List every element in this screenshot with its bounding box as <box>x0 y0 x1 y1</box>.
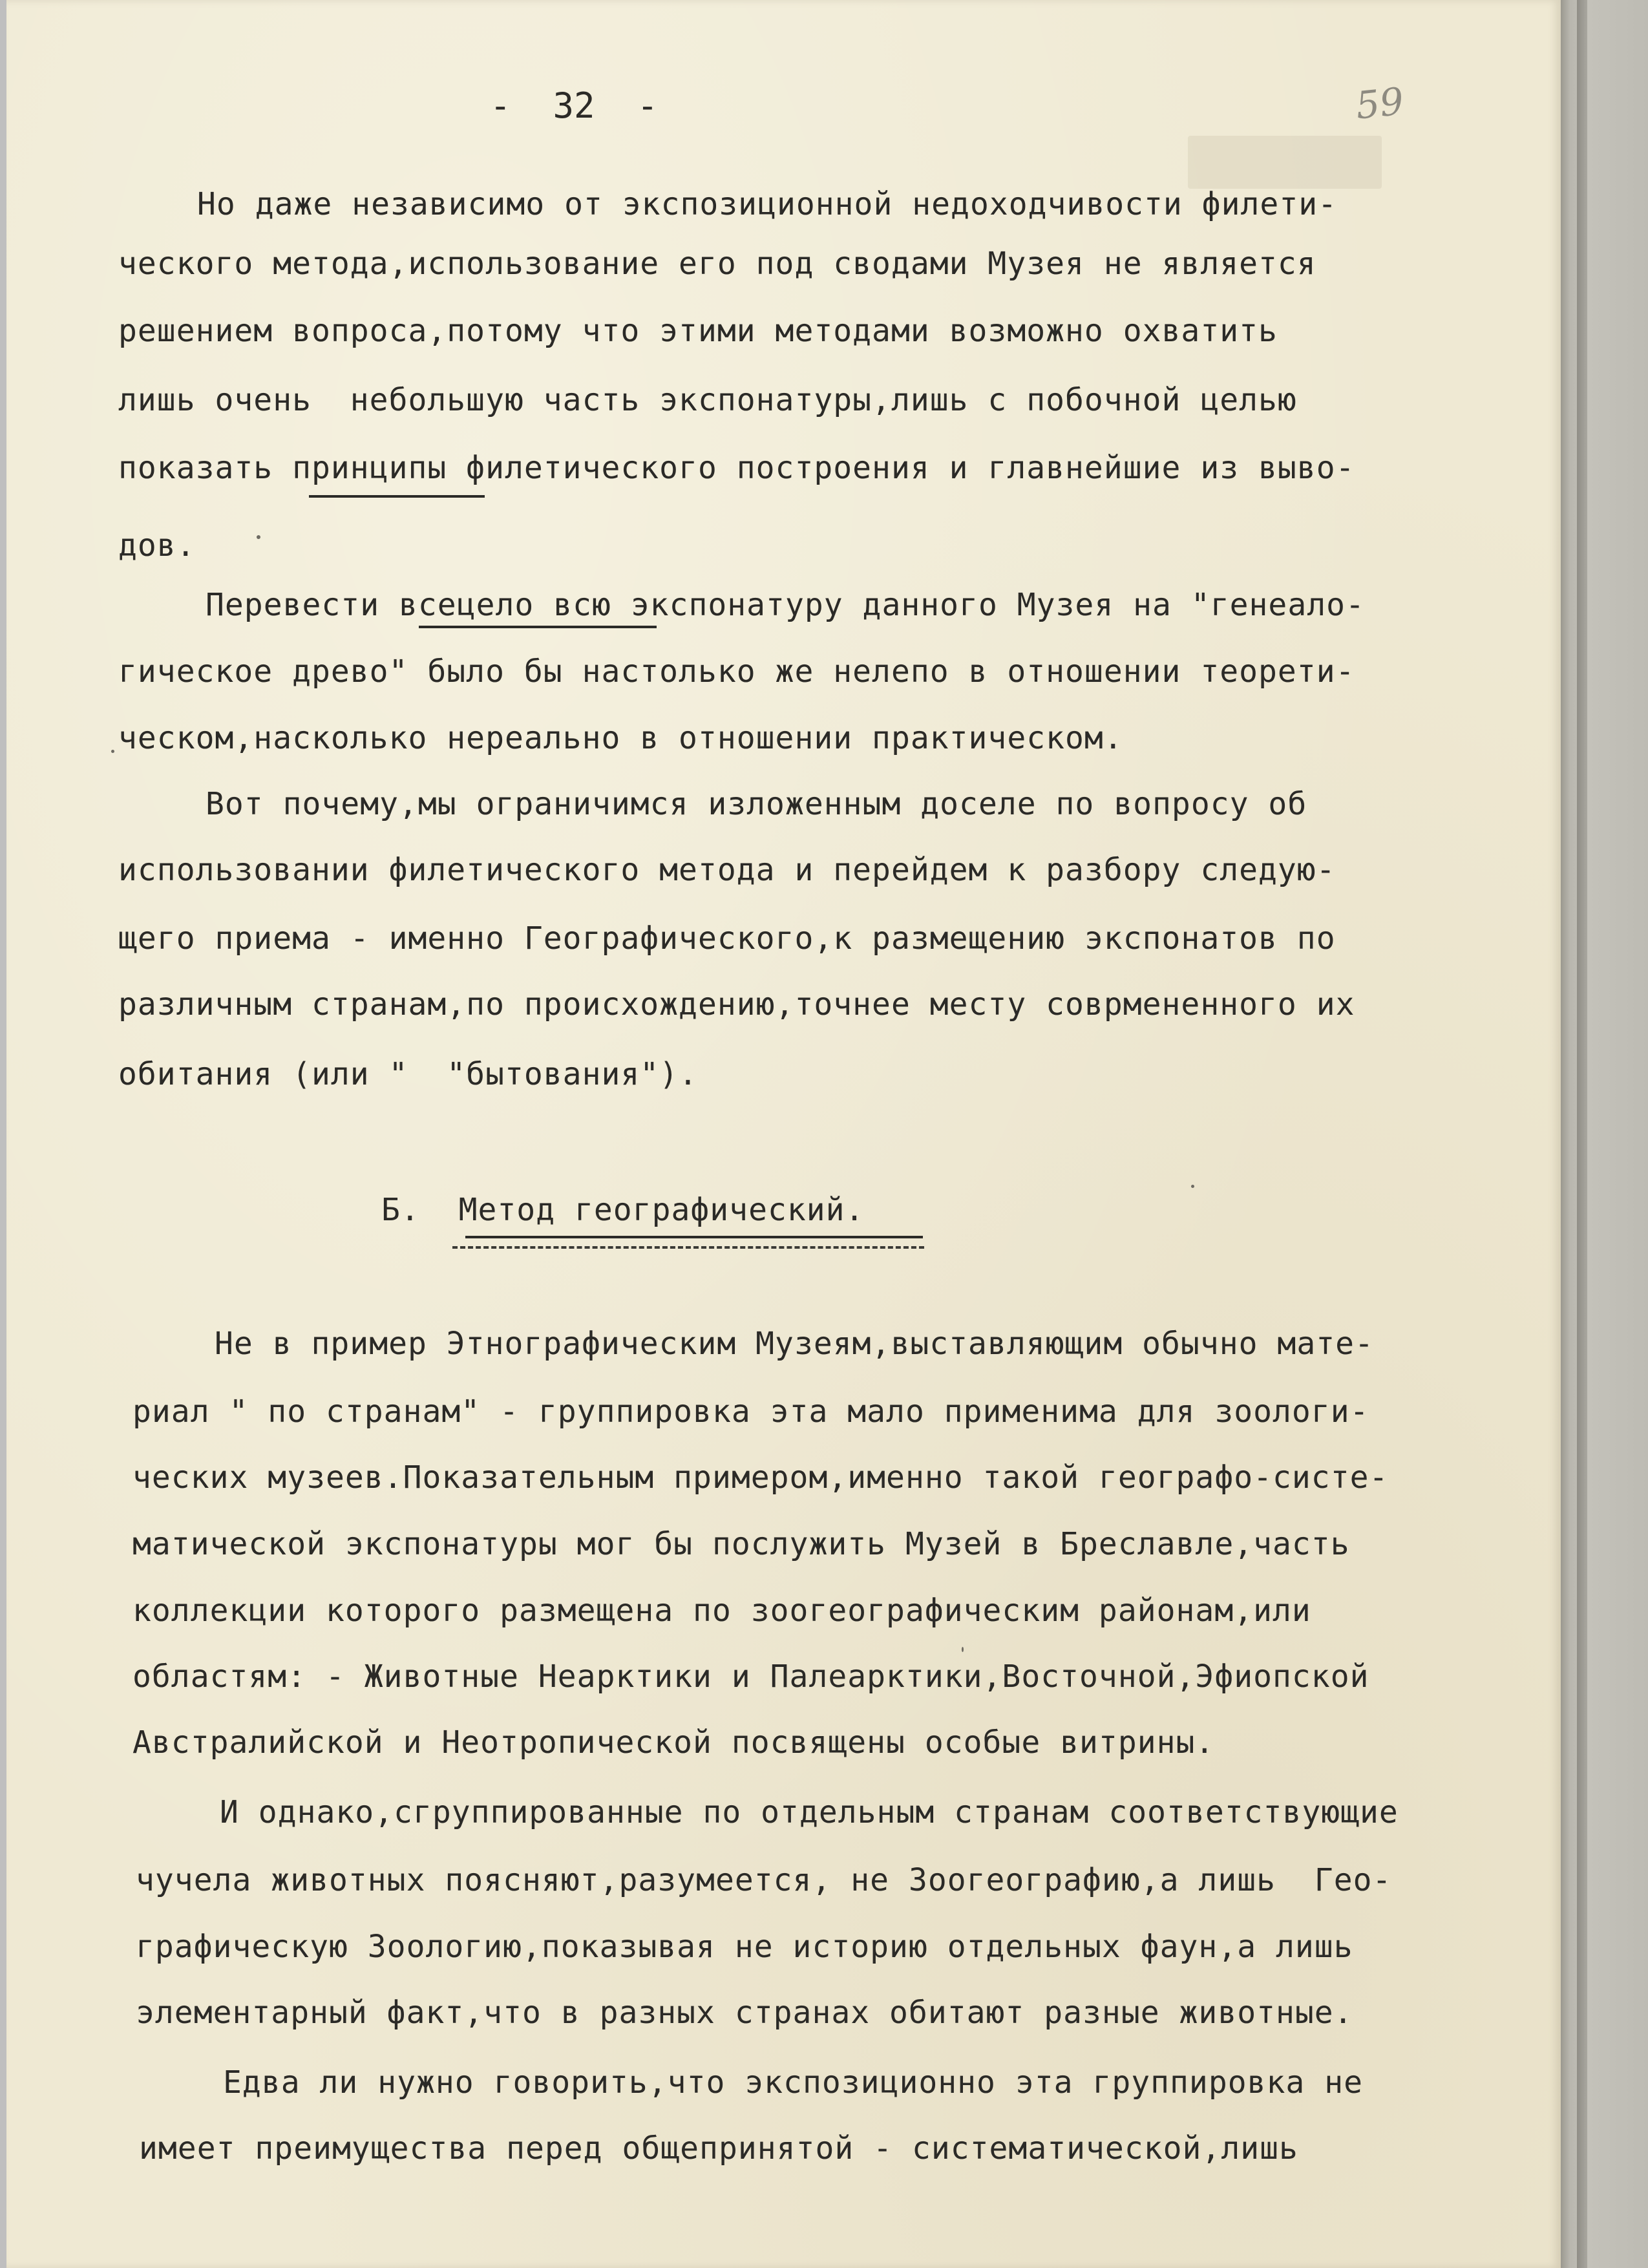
heading-dashed-underline <box>452 1246 924 1249</box>
text-line: риал " по странам" - группировка эта мало применима для зоологи- <box>132 1394 1369 1430</box>
text-line: Едва ли нужно говорить,что экспозиционно эта группировка не <box>223 2064 1364 2101</box>
text-line: использовании филетического метода и перейдем к разбору следую- <box>118 852 1336 888</box>
text-line: Австралийской и Неотропической посвящены особые витрины. <box>132 1724 1215 1761</box>
underline-principles <box>309 495 485 498</box>
text-line: гическое древо" было бы настолько же нелепо в отношении теорети- <box>118 653 1355 690</box>
text-line: Вот почему,мы ограничимся изложенным доселе по вопросу об <box>206 786 1307 822</box>
text-line: чучела животных поясняют,разумеется, не Зоогеографию,а лишь Гео- <box>136 1862 1392 1898</box>
underline-entirely-all <box>419 626 657 628</box>
text-line: Не в пример Этнографическим Музеям,выставляющим обычно мате- <box>215 1326 1374 1362</box>
text-line: графическую Зоологию,показывая не историю отдельных фаун,а лишь <box>136 1929 1353 1965</box>
text-line: матической экспонатуры мог бы послужить Музей в Бреславле,часть <box>132 1526 1350 1562</box>
text-line: Но даже независимо от экспозиционной недоходчивости филети- <box>197 186 1338 222</box>
text-line: коллекции которого размещена по зоогеографическим районам,или <box>132 1593 1311 1629</box>
text-line: ческом,насколько нереально в отношении практическом. <box>118 720 1123 756</box>
archive-page-number: 59 <box>1353 79 1406 128</box>
ink-speck <box>257 535 260 539</box>
text-line: лишь очень небольшую часть экспонатуры,лишь с побочной целью <box>118 382 1297 418</box>
text-line: решением вопроса,потому что этими методами возможно охватить <box>118 313 1278 349</box>
text-line: И однако,сгруппированные по отдельным странам соответствующие <box>220 1794 1399 1830</box>
heading-underline <box>465 1236 923 1238</box>
text-line: имеет преимущества перед общепринятой - систематической,лишь <box>139 2130 1298 2167</box>
text-line: дов. <box>118 527 196 564</box>
page-edge-shadow <box>1577 0 1587 2268</box>
ink-speck <box>111 750 114 753</box>
section-heading: Б. Метод географический. <box>381 1192 865 1228</box>
text-line: областям: - Животные Неарктики и Палеарктики,Восточной,Эфиопской <box>132 1659 1369 1695</box>
text-line: ческих музеев.Показательным примером,именно такой географо-систе- <box>132 1459 1389 1496</box>
ink-speck <box>962 1647 964 1652</box>
text-line: ческого метода,использование его под сводами Музея не является <box>118 246 1316 282</box>
text-line: различным странам,по происхождению,точнее месту соврмененного их <box>118 986 1355 1023</box>
scanner-background <box>1561 0 1648 2268</box>
text-line: элементарный факт,что в разных странах обитают разные животные. <box>136 1995 1353 2031</box>
text-line: показать принципы филетического построения и главнейшие из выво- <box>118 450 1355 486</box>
text-line: обитания (или " "бытования"). <box>118 1056 698 1092</box>
text-line: щего приема - именно Географического,к размещению экспонатов по <box>118 920 1336 957</box>
text-line: Перевести всецело всю экспонатуру данного Музея на "генеало- <box>206 587 1365 623</box>
faded-stamp <box>1188 136 1382 189</box>
page-number: - 32 - <box>490 85 659 126</box>
ink-speck <box>1191 1185 1194 1188</box>
